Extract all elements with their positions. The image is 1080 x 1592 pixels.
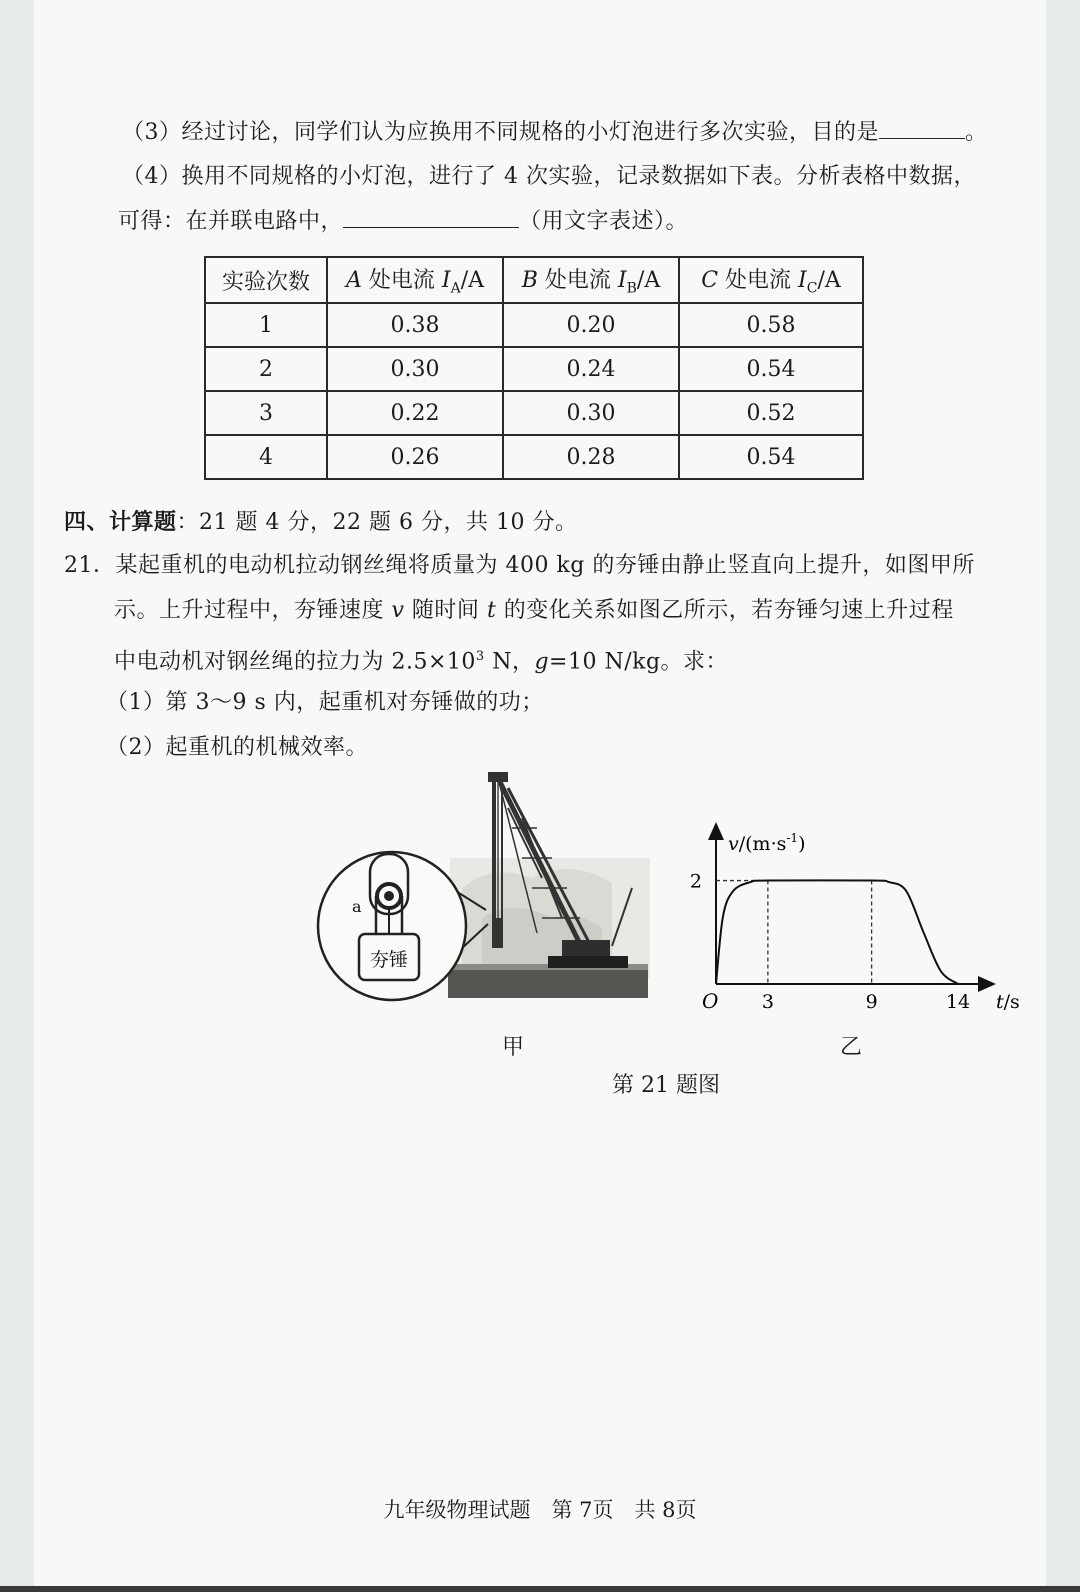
- figure-caption: 第 21 题图: [612, 1073, 720, 1098]
- table-cell: 0.30: [503, 391, 679, 435]
- inset-label-hammer: 夯锤: [369, 949, 409, 971]
- table-cell: 0.54: [679, 435, 863, 479]
- table-cell: 0.22: [327, 391, 503, 435]
- figure-label-right: 乙: [840, 1035, 863, 1060]
- answer-blank-q3[interactable]: [879, 116, 965, 139]
- screen-bottom-bar: [0, 1586, 1080, 1592]
- current-data-table: [204, 256, 864, 480]
- figure-label-left: 甲: [502, 1035, 525, 1060]
- table-cell: 0.54: [679, 347, 863, 391]
- x-tick-label: 9: [865, 991, 878, 1013]
- table-cell: 0.58: [679, 303, 863, 347]
- crane-illustration: [312, 768, 652, 1008]
- question-21-line1: 21．某起重机的电动机拉动钢丝绳将质量为 400 kg 的夯锤由静止竖直向上提升，如图甲所: [64, 553, 975, 578]
- table-cell: 3: [205, 391, 327, 435]
- table-row: [205, 347, 863, 391]
- table-row: [205, 391, 863, 435]
- question-4-line1: （4）换用不同规格的小灯泡，进行了 4 次实验，记录数据如下表。分析表格中数据，: [122, 164, 976, 189]
- header-trial-count: 实验次数: [205, 257, 327, 303]
- question-21-sub1: （1）第 3～9 s 内，起重机对夯锤做的功；: [106, 690, 544, 715]
- crane-tracks: [548, 956, 628, 968]
- header-current-a: A 处电流 $I_A/A$: [327, 257, 503, 303]
- header-current-c: C 处电流 $I_C/A$: [679, 257, 863, 303]
- table-cell: 0.24: [503, 347, 679, 391]
- question-3: （3）经过讨论，同学们认为应换用不同规格的小灯泡进行多次实验，目的是 。: [122, 116, 988, 149]
- table-cell: 0.30: [327, 347, 503, 391]
- question-4-line2: 可得：在并联电路中， （用文字表述）。: [118, 205, 688, 238]
- velocity-curve: [716, 880, 958, 984]
- table-cell: 0.38: [327, 303, 503, 347]
- table-cell: 0.26: [327, 435, 503, 479]
- velocity-time-chart: [670, 820, 1040, 1020]
- y-tick-label: 2: [689, 870, 702, 893]
- hammer-small: [493, 918, 503, 948]
- page-footer: 九年级物理试题 第 7页 共 8页: [383, 1498, 697, 1522]
- x-tick-label: 14: [945, 991, 971, 1013]
- table-header-row: [205, 257, 863, 303]
- table-cell: 2: [205, 347, 327, 391]
- section-4-heading: 四、计算题：21 题 4 分，22 题 6 分，共 10 分。: [64, 509, 578, 535]
- question-21-line2: 示。上升过程中，夯锤速度 v 随时间 t 的变化关系如图乙所示，若夯锤匀速上升过程: [114, 598, 954, 623]
- inset-label-a: a: [352, 897, 362, 916]
- ground: [448, 968, 648, 998]
- question-21-line3: 中电动机对钢丝绳的拉力为 $2.5\times 10^3$ N，g=10 N/kg。求：: [114, 649, 729, 675]
- table-cell: 4: [205, 435, 327, 479]
- table-cell: 0.20: [503, 303, 679, 347]
- y-axis-label: $v/(m\cdot s^{-1})$: [728, 831, 806, 855]
- header-current-b: B 处电流 $I_B/A$: [503, 257, 679, 303]
- answer-blank-q4[interactable]: [343, 205, 519, 228]
- table-cell: 0.28: [503, 435, 679, 479]
- table-row: [205, 435, 863, 479]
- table-row: [205, 303, 863, 347]
- exam-page: [34, 0, 1046, 1586]
- x-axis-label: t/s: [996, 991, 1020, 1013]
- x-tick-label: 3: [761, 991, 774, 1013]
- question-21-sub2: （2）起重机的机械效率。: [106, 735, 368, 760]
- table-cell: 0.52: [679, 391, 863, 435]
- origin-label: O: [702, 989, 719, 1013]
- table-cell: 1: [205, 303, 327, 347]
